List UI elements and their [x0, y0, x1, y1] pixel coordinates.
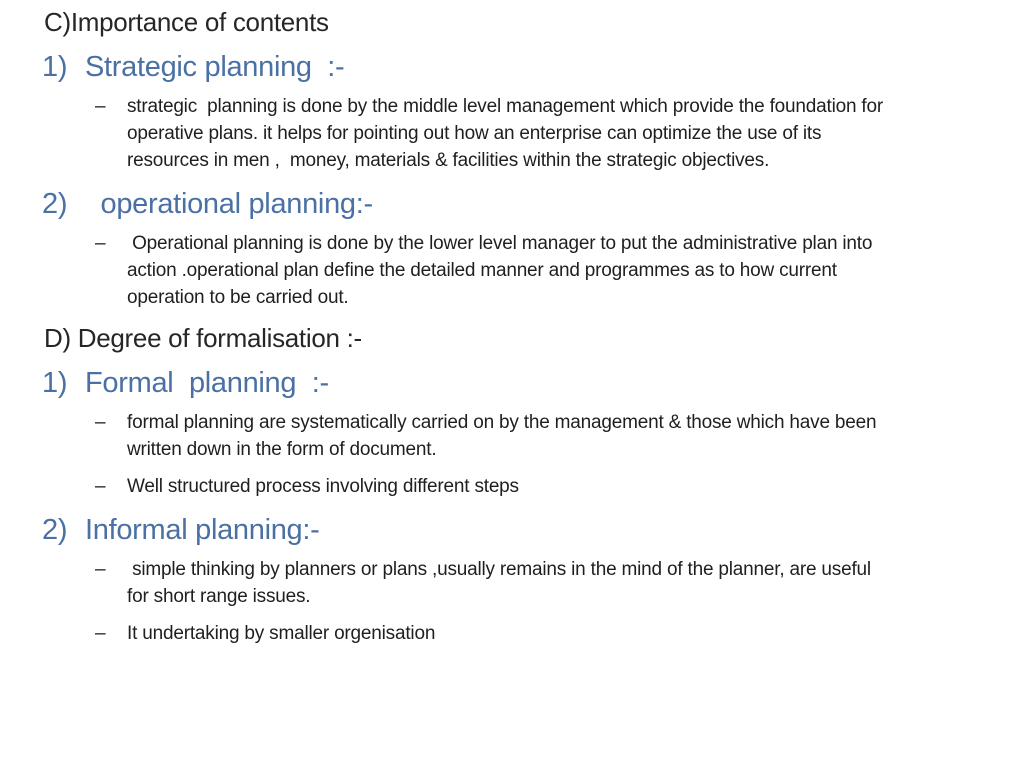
dash-bullet-icon: – [95, 476, 106, 497]
text-line: strategic planning is done by the middle level management which provide the foundation for [127, 96, 883, 117]
text-line: Well structured process involving different steps [127, 476, 519, 497]
heading-number: 2) [42, 514, 68, 546]
text-line: operative plans. it helps for pointing out how an enterprise can optimize the use of its [127, 123, 822, 144]
dash-bullet-icon: – [95, 233, 106, 254]
dash-bullet-icon: – [95, 96, 106, 117]
heading-informal-planning [42, 510, 1024, 550]
bullet-strategic-desc [95, 93, 1024, 174]
text-line: action .operational plan define the detailed manner and programmes as to how current [127, 260, 837, 281]
section-heading-importance: C)Importance of contents [44, 7, 329, 37]
text-line: operation to be carried out. [127, 287, 349, 308]
text-line: simple thinking by planners or plans ,usually remains in the mind of the planner, are useful [127, 559, 871, 580]
heading-number: 2) [42, 188, 68, 220]
bullet-informal-desc [95, 556, 1024, 610]
bullet-well-structured [95, 473, 1024, 500]
heading-title: Strategic planning :- [85, 51, 345, 83]
heading-operational-planning [42, 184, 1024, 224]
heading-strategic-planning [42, 47, 1024, 87]
text-line: for short range issues. [127, 586, 311, 607]
text-line: written down in the form of document. [127, 439, 437, 460]
bullet-formal-desc [95, 409, 1024, 463]
dash-bullet-icon: – [95, 412, 106, 433]
heading-title: operational planning:- [85, 188, 373, 220]
bullet-smaller-organisation [95, 620, 1024, 647]
bullet-operational-desc [95, 230, 1024, 311]
heading-formal-planning [42, 363, 1024, 403]
heading-title: Formal planning :- [85, 367, 329, 399]
text-line: It undertaking by smaller orgenisation [127, 623, 436, 644]
dash-bullet-icon: – [95, 623, 106, 644]
heading-number: 1) [42, 367, 68, 399]
section-heading-formalisation: D) Degree of formalisation :- [44, 323, 362, 353]
text-line: resources in men , money, materials & facilities within the strategic objectives. [127, 150, 770, 171]
text-line: Operational planning is done by the lower level manager to put the administrative plan into [127, 233, 873, 254]
dash-bullet-icon: – [95, 559, 106, 580]
heading-number: 1) [42, 51, 68, 83]
text-line: formal planning are systematically carried on by the management & those which have been [127, 412, 877, 433]
heading-title: Informal planning:- [85, 514, 320, 546]
